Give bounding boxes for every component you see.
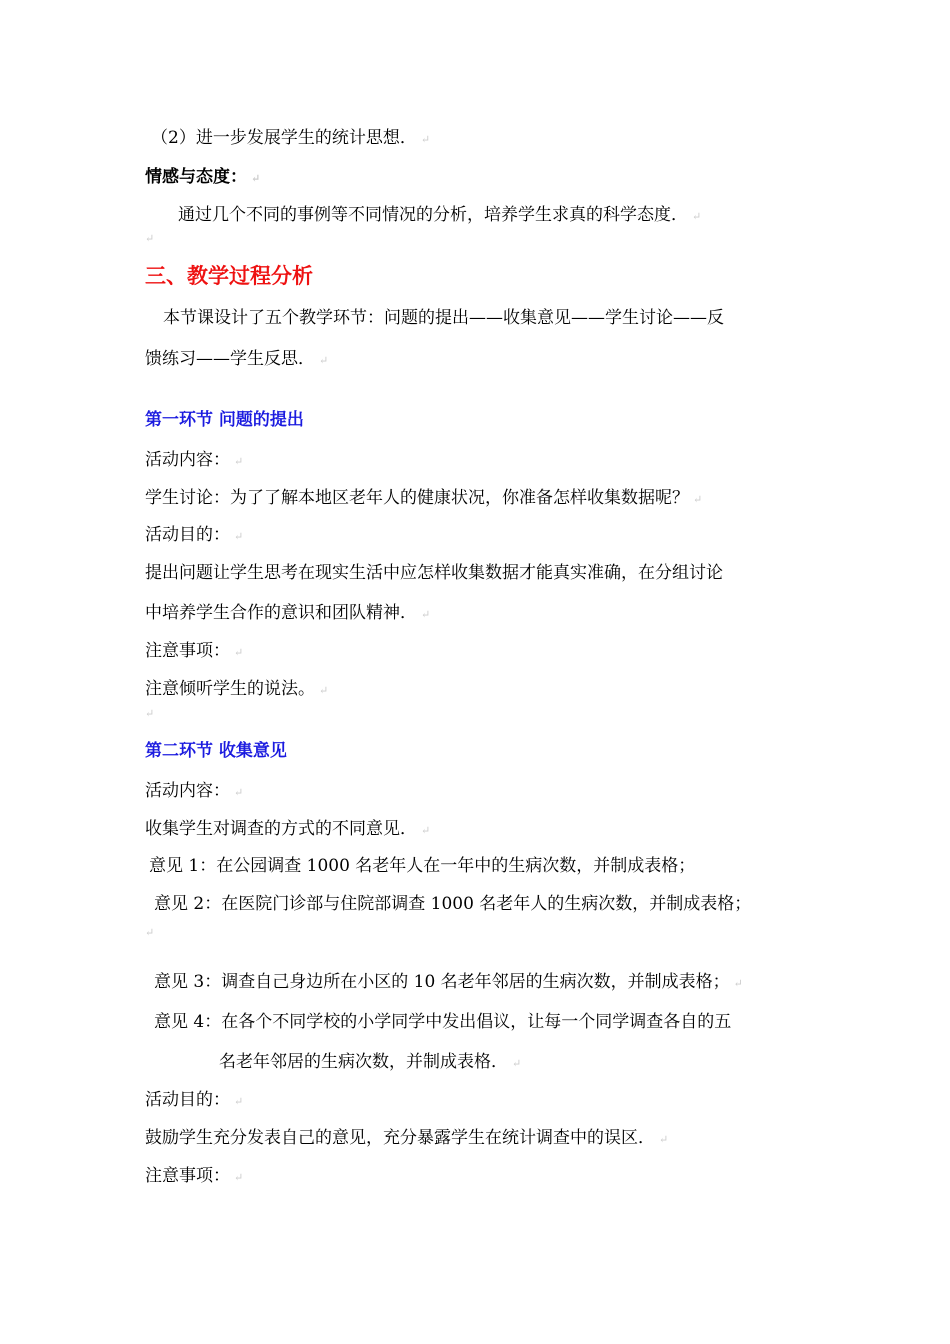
paragraph-mark: ↵ (234, 455, 244, 468)
stage1-purpose-line-2: 中培养学生合作的意识和团队精神． ↵ (145, 603, 431, 623)
paragraph-mark: ↵ (251, 172, 261, 185)
paragraph-mark: ↵ (512, 1057, 522, 1070)
stage2-content-label: 活动内容： ↵ (145, 781, 244, 801)
stage2-purpose-text: 鼓励学生充分发表自己的意见，充分暴露学生在统计调查中的误区． ↵ (145, 1128, 669, 1148)
paragraph-mark: ↵ (234, 530, 244, 543)
stage2-opinion-1: 意见 1：在公园调查 1000 名老年人在一年中的生病次数，并制成表格； (149, 856, 696, 876)
goal-2-line: （2）进一步发展学生的统计思想． ↵ (151, 128, 431, 148)
stage2-opinion-2: 意见 2：在医院门诊部与住院部调查 1000 名老年人的生病次数，并制成表格； (154, 894, 752, 914)
emotion-text: 通过几个不同的事例等不同情况的分析，培养学生求真的科学态度． ↵ (178, 205, 702, 225)
paragraph-mark: ↵ (234, 646, 244, 659)
paragraph-mark: ↵ (319, 684, 329, 697)
emotion-heading: 情感与态度： ↵ (145, 167, 261, 187)
empty-paragraph-mark: ↵ (145, 707, 155, 720)
paragraph-mark: ↵ (693, 493, 703, 506)
empty-paragraph-mark: ↵ (145, 926, 155, 939)
stage2-opinion-3: 意见 3：调查自己身边所在小区的 10 名老年邻居的生病次数，并制成表格； ↵ (154, 972, 743, 992)
section3-heading: 三、教学过程分析 (145, 263, 313, 288)
paragraph-mark: ↵ (234, 1171, 244, 1184)
stage1-purpose-label: 活动目的： ↵ (145, 525, 244, 545)
stage2-heading: 第二环节 收集意见 (145, 741, 287, 761)
stage1-heading: 第一环节 问题的提出 (145, 410, 304, 430)
stage2-content-text: 收集学生对调查的方式的不同意见． ↵ (145, 819, 431, 839)
paragraph-mark: ↵ (692, 210, 702, 223)
paragraph-mark: ↵ (420, 133, 431, 146)
paragraph-mark: ↵ (421, 608, 431, 621)
stage1-content-text: 学生讨论：为了了解本地区老年人的健康状况，你准备怎样收集数据呢？ ↵ (145, 488, 703, 508)
stage2-purpose-label: 活动目的： ↵ (145, 1090, 244, 1110)
stage1-notes-text: 注意倾听学生的说法。 ↵ (145, 679, 329, 699)
paragraph-mark: ↵ (733, 977, 743, 990)
stage1-notes-label: 注意事项： ↵ (145, 641, 244, 661)
paragraph-mark: ↵ (234, 786, 244, 799)
paragraph-mark: ↵ (319, 354, 329, 367)
paragraph-mark: ↵ (659, 1133, 669, 1146)
paragraph-mark: ↵ (234, 1095, 244, 1108)
empty-paragraph-mark: ↵ (145, 232, 155, 245)
paragraph-mark: ↵ (421, 824, 431, 837)
stage2-opinion-4-line-1: 意见 4：在各个不同学校的小学同学中发出倡议，让每一个同学调查各自的五 (154, 1012, 732, 1032)
intro-line-2: 馈练习——学生反思． ↵ (145, 349, 329, 369)
intro-line-1: 本节课设计了五个教学环节：问题的提出——收集意见——学生讨论——反 (163, 308, 724, 328)
stage1-purpose-line-1: 提出问题让学生思考在现实生活中应怎样收集数据才能真实准确，在分组讨论 (145, 563, 723, 583)
stage2-opinion-4-line-2: 名老年邻居的生病次数，并制成表格． ↵ (219, 1052, 522, 1072)
stage1-content-label: 活动内容： ↵ (145, 450, 244, 470)
stage2-notes-label: 注意事项： ↵ (145, 1166, 244, 1186)
